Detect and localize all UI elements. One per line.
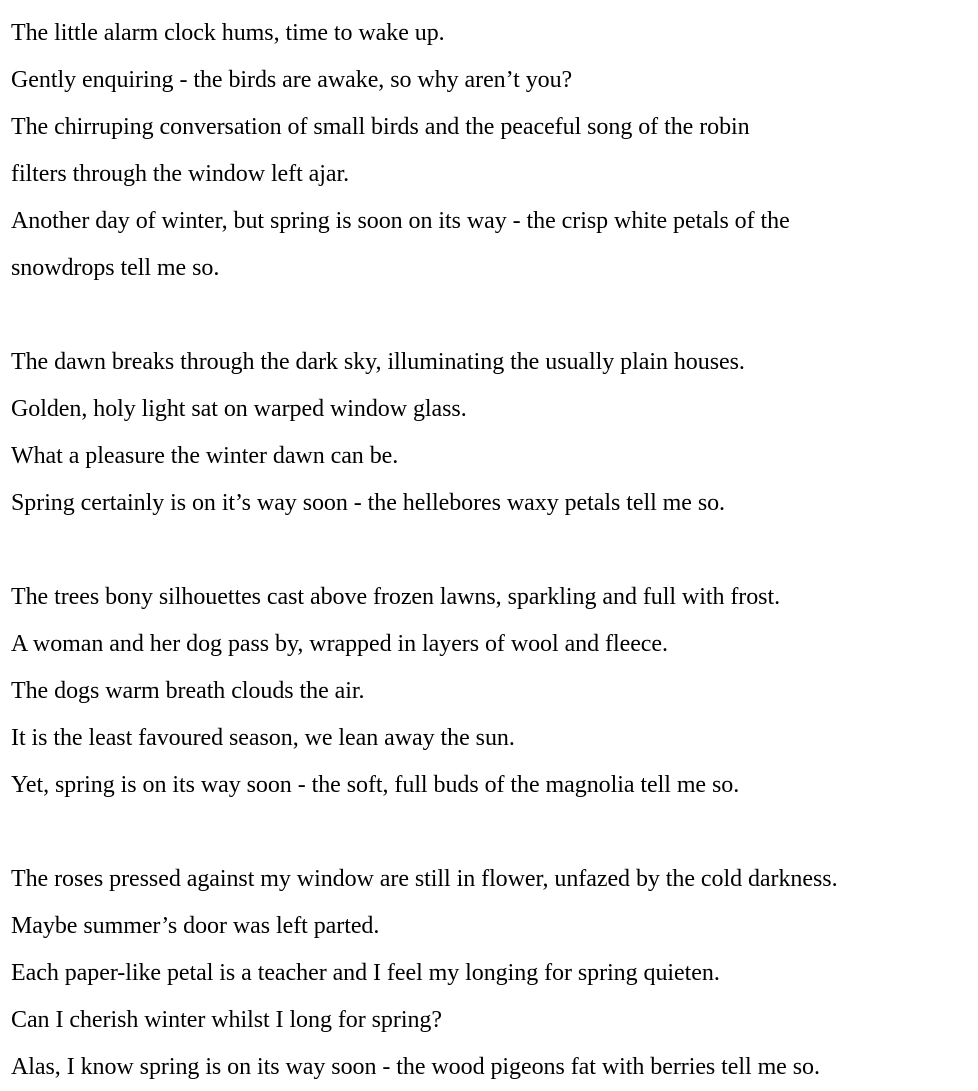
poem-line: snowdrops tell me so. [11, 255, 220, 281]
poem-body [11, 10, 976, 1091]
poem-line: The roses pressed against my window are still in flower, unfazed by the cold darkness. [11, 866, 838, 892]
poem-line: Each paper-like petal is a teacher and I feel my longing for spring quieten. [11, 960, 720, 986]
poem-line: Alas, I know spring is on its way soon - the wood pigeons fat with berries tell me so. [11, 1054, 820, 1080]
stanza-1 [11, 10, 976, 292]
poem-line: The trees bony silhouettes cast above frozen lawns, sparkling and full with frost. [11, 584, 781, 610]
poem-line: Yet, spring is on its way soon - the soft, full buds of the magnolia tell me so. [11, 772, 740, 798]
poem-line: The chirruping conversation of small birds and the peaceful song of the robin [11, 114, 750, 140]
poem-line: The dogs warm breath clouds the air. [11, 678, 365, 704]
poem-line: Another day of winter, but spring is soon on its way - the crisp white petals of the [11, 208, 790, 234]
poem-line: The little alarm clock hums, time to wake up. [11, 20, 445, 46]
poem-line: Maybe summer’s door was left parted. [11, 913, 380, 939]
poem-line: Gently enquiring - the birds are awake, so why aren’t you? [11, 67, 573, 93]
poem-line: A woman and her dog pass by, wrapped in layers of wool and fleece. [11, 631, 668, 657]
stanza-4 [11, 856, 976, 1091]
poem-line: The dawn breaks through the dark sky, illuminating the usually plain houses. [11, 349, 745, 375]
stanza-3 [11, 574, 976, 809]
poem-line: What a pleasure the winter dawn can be. [11, 443, 399, 469]
poem-line: Can I cherish winter whilst I long for spring? [11, 1007, 442, 1033]
stanza-2 [11, 339, 976, 527]
poem-line: Golden, holy light sat on warped window glass. [11, 396, 467, 422]
poem-line: filters through the window left ajar. [11, 161, 350, 187]
poem-line: It is the least favoured season, we lean away the sun. [11, 725, 515, 751]
poem-line: Spring certainly is on it’s way soon - the hellebores waxy petals tell me so. [11, 490, 726, 516]
